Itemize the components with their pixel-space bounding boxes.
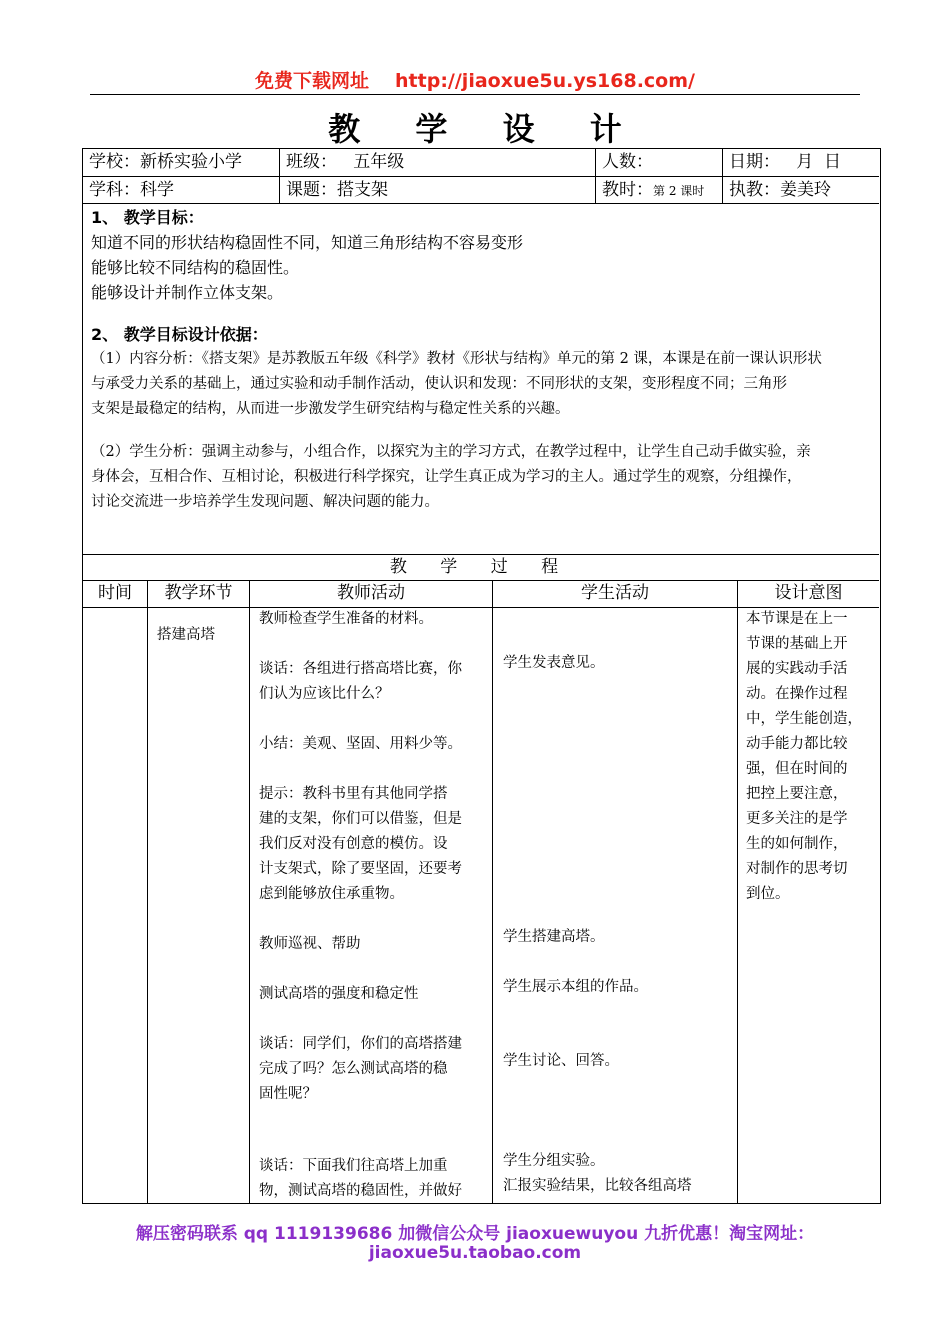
teacher-line: 测试高塔的强度和稳定性 [259, 986, 419, 1002]
time-column [83, 607, 147, 1203]
teacher-label: 执教： [729, 180, 780, 200]
content-analysis-line: 支架是最稳定的结构，从而进一步激发学生研究结构与稳定性关系的兴趣。 [91, 401, 570, 417]
page-title: 教 学 设 计 [328, 110, 644, 148]
col-header-teacher: 教师活动 [249, 580, 492, 607]
teacher-line: 固性呢？ [259, 1086, 317, 1102]
download-label: 免费下载网址 [255, 70, 370, 92]
teacher-line: 小结：美观、坚固、用料少等。 [259, 736, 462, 752]
student-analysis-line: （2）学生分析：强调主动参与，小组合作，以探究为主的学习方式，在教学过程中，让学生自己动手做实验，亲 [91, 444, 811, 460]
teacher-line: 计支架式，除了要坚固，还要考 [259, 861, 462, 877]
school-cell [83, 149, 279, 176]
download-header [0, 66, 950, 93]
col-header-intent: 设计意图 [737, 580, 879, 607]
basis-heading: 2、 教学目标设计依据： [91, 325, 268, 344]
intent-line: 对制作的思考切 [746, 861, 848, 877]
intent-line: 本节课是在上一 [746, 611, 848, 627]
footer-contact: 解压密码联系 qq 1119139686 加微信公众号 jiaoxuewuyou 九折优惠！淘宝网址： [135, 1224, 815, 1244]
goal-item: 能够比较不同结构的稳固性。 [91, 258, 300, 277]
intent-line: 到位。 [746, 886, 790, 902]
intent-column [737, 607, 879, 1203]
period-value: 第 2 课时 [653, 184, 705, 198]
download-url-link[interactable]: http://jiaoxue5u.ys168.com/ [395, 70, 695, 92]
student-line: 汇报实验结果，比较各组高塔 [503, 1178, 692, 1194]
student-line: 学生发表意见。 [503, 655, 605, 671]
teacher-line: 教师巡视、帮助 [259, 936, 361, 952]
count-cell [595, 149, 722, 176]
teacher-value: 姜美玲 [780, 180, 831, 200]
student-line: 学生分组实验。 [503, 1153, 605, 1169]
col-header-stage: 教学环节 [147, 580, 249, 607]
teacher-column [249, 607, 492, 1203]
footer-shop-link[interactable]: jiaoxue5u.taobao.com [368, 1243, 582, 1263]
intent-line: 把控上要注意， [746, 786, 848, 802]
goal-item: 能够设计并制作立体支架。 [91, 283, 284, 302]
period-cell [595, 177, 722, 203]
intent-line: 中，学生能创造， [746, 711, 862, 727]
date-month: 月 [796, 152, 814, 172]
content-analysis-line: （1）内容分析：《搭支架》是苏教版五年级《科学》教材《形状与结构》单元的第 2 课，本课是在前一课认识形状 [91, 351, 822, 367]
process-title: 教 学 过 程 [83, 554, 879, 581]
col-header-time: 时间 [83, 580, 147, 607]
info-row-2 [83, 177, 879, 204]
student-line: 学生展示本组的作品。 [503, 979, 648, 995]
topic-value: 搭支架 [337, 180, 388, 200]
topic-cell [279, 177, 595, 203]
teacher-line: 们认为应该比什么？ [259, 686, 390, 702]
subject-value: 科学 [140, 180, 174, 200]
teacher-line: 谈话：各组进行搭高塔比赛，你 [259, 661, 462, 677]
date-day: 日 [824, 152, 842, 172]
stage-column [147, 607, 249, 1203]
student-analysis-line: 讨论交流进一步培养学生发现问题、解决问题的能力。 [91, 494, 439, 510]
period-label: 教时： [602, 180, 653, 200]
stage-label: 搭建高塔 [157, 627, 215, 643]
school-label: 学校： [89, 152, 140, 172]
goal-item: 知道不同的形状结构稳固性不同，知道三角形结构不容易变形 [91, 233, 524, 252]
grade-label: 班级： [286, 152, 337, 172]
teacher-line: 谈话：下面我们往高塔上加重 [259, 1158, 448, 1174]
count-label: 人数： [602, 152, 653, 172]
teacher-cell [722, 177, 879, 203]
intent-line: 生的如何制作， [746, 836, 848, 852]
teacher-line: 教师检查学生准备的材料。 [259, 611, 433, 627]
content-analysis-line: 与承受力关系的基础上，通过实验和动手制作活动，使认识和发现：不同形状的支架，变形程度不同；三角形 [91, 376, 787, 392]
grade-value: 五年级 [353, 152, 405, 172]
subject-label: 学科： [89, 180, 140, 200]
grade-cell [279, 149, 595, 176]
intent-line: 节课的基础上开 [746, 636, 848, 652]
student-line: 学生搭建高塔。 [503, 929, 605, 945]
date-label: 日期： [729, 152, 780, 172]
intent-line: 强，但在时间的 [746, 761, 848, 777]
teacher-line: 虑到能够放住承重物。 [259, 886, 404, 902]
lesson-plan-table [82, 148, 881, 1204]
teacher-line: 我们反对没有创意的模仿。设 [259, 836, 448, 852]
intent-line: 更多关注的是学 [746, 811, 848, 827]
goals-section [83, 204, 879, 554]
header-rule [90, 94, 860, 95]
topic-label: 课题： [286, 180, 337, 200]
intent-line: 展的实践动手活 [746, 661, 848, 677]
subject-cell [83, 177, 279, 203]
info-row-1 [83, 149, 879, 177]
teacher-line: 谈话：同学们，你们的高塔搭建 [259, 1036, 462, 1052]
school-value: 新桥实验小学 [140, 152, 242, 172]
intent-line: 动。在操作过程 [746, 686, 848, 702]
teacher-line: 完成了吗？怎么测试高塔的稳 [259, 1061, 448, 1077]
goals-heading: 1、 教学目标： [91, 208, 204, 227]
teacher-line: 建的支架，你们可以借鉴，但是 [259, 811, 462, 827]
teacher-line: 物，测试高塔的稳固性，并做好 [259, 1183, 462, 1199]
col-header-student: 学生活动 [492, 580, 737, 607]
student-column [492, 607, 737, 1203]
student-analysis-line: 身体会，互相合作、互相讨论，积极进行科学探究，让学生真正成为学习的主人。通过学生的观察，分组操作， [91, 469, 802, 485]
date-cell [722, 149, 879, 176]
student-line: 学生讨论、回答。 [503, 1053, 619, 1069]
teacher-line: 提示：教科书里有其他同学搭 [259, 786, 448, 802]
intent-line: 动手能力都比较 [746, 736, 848, 752]
